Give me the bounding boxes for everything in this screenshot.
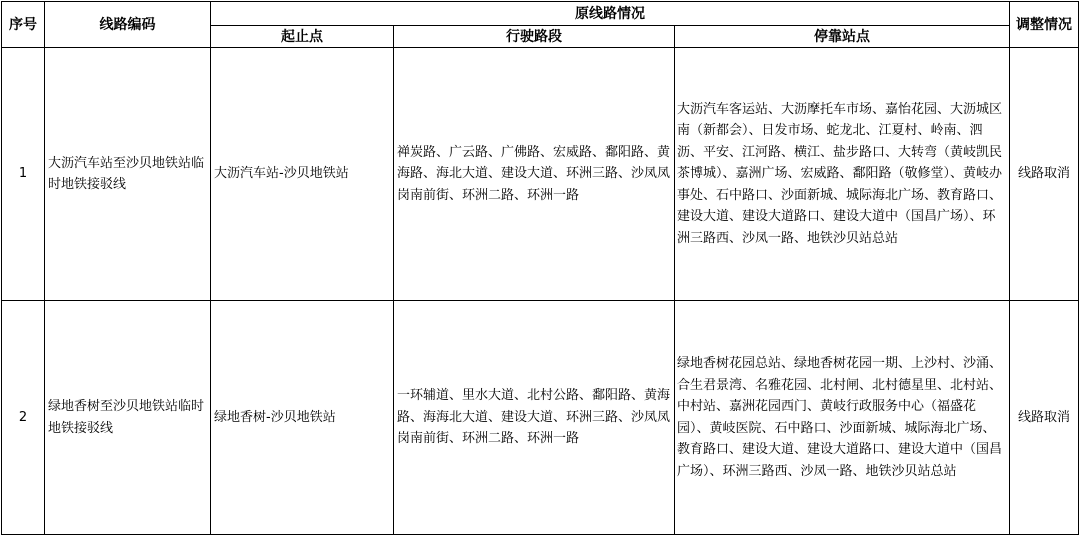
row-route-code: 大沥汽车站至沙贝地铁站临时地铁接驳线	[45, 48, 211, 301]
row-endpoints: 大沥汽车站-沙贝地铁站	[211, 48, 394, 301]
header-row-top	[2, 2, 1079, 26]
header-path: 行驶路段	[394, 26, 675, 48]
row-path: 禅炭路、广云路、广佛路、宏威路、鄱阳路、黄海路、海北大道、建设大道、环洲三路、沙凤凤岗南前街、环洲二路、环洲一路	[394, 48, 675, 301]
row-adjustment: 线路取消	[1010, 301, 1079, 535]
row-index: 2	[2, 301, 45, 535]
header-original-route: 原线路情况	[211, 2, 1010, 26]
header-endpoints: 起止点	[211, 26, 394, 48]
row-path: 一环辅道、里水大道、北村公路、鄱阳路、黄海路、海海北大道、建设大道、环洲三路、沙凤凤岗南前街、环洲二路、环洲一路	[394, 301, 675, 535]
header-index: 序号	[2, 2, 45, 48]
header-route-code: 线路编码	[45, 2, 211, 48]
row-route-code: 绿地香树至沙贝地铁站临时地铁接驳线	[45, 301, 211, 535]
row-endpoints: 绿地香树-沙贝地铁站	[211, 301, 394, 535]
row-stops: 大沥汽车客运站、大沥摩托车市场、嘉怡花园、大沥城区南（新都会）、日发市场、蛇龙北、江夏村、岭南、泗沥、平安、江河路、横江、盐步路口、大转弯（黄岐凯民茶博城）、嘉洲广场、宏威路、鄱阳路（敬修堂）、黄岐办事处、石中路口、沙面新城、城际海北广场、教育路口、建设大道、建设大道路口、建设大道中（国昌广场）、环洲三路西、沙凤一路、地铁沙贝站总站	[675, 48, 1010, 301]
row-stops: 绿地香树花园总站、绿地香树花园一期、上沙村、沙涌、合生君景湾、名雅花园、北村闸、北村德星里、北村站、中村站、嘉洲花园西门、黄岐行政服务中心（福盛花园）、黄岐医院、石中路口、沙面新城、城际海北广场、教育路口、建设大道、建设大道路口、建设大道中（国昌广场）、环洲三路西、沙凤一路、地铁沙贝站总站	[675, 301, 1010, 535]
route-adjustment-table	[1, 1, 1079, 535]
table-row	[2, 48, 1079, 301]
row-adjustment: 线路取消	[1010, 48, 1079, 301]
row-index: 1	[2, 48, 45, 301]
header-stops: 停靠站点	[675, 26, 1010, 48]
table-row	[2, 301, 1079, 535]
header-adjustment: 调整情况	[1010, 2, 1079, 48]
